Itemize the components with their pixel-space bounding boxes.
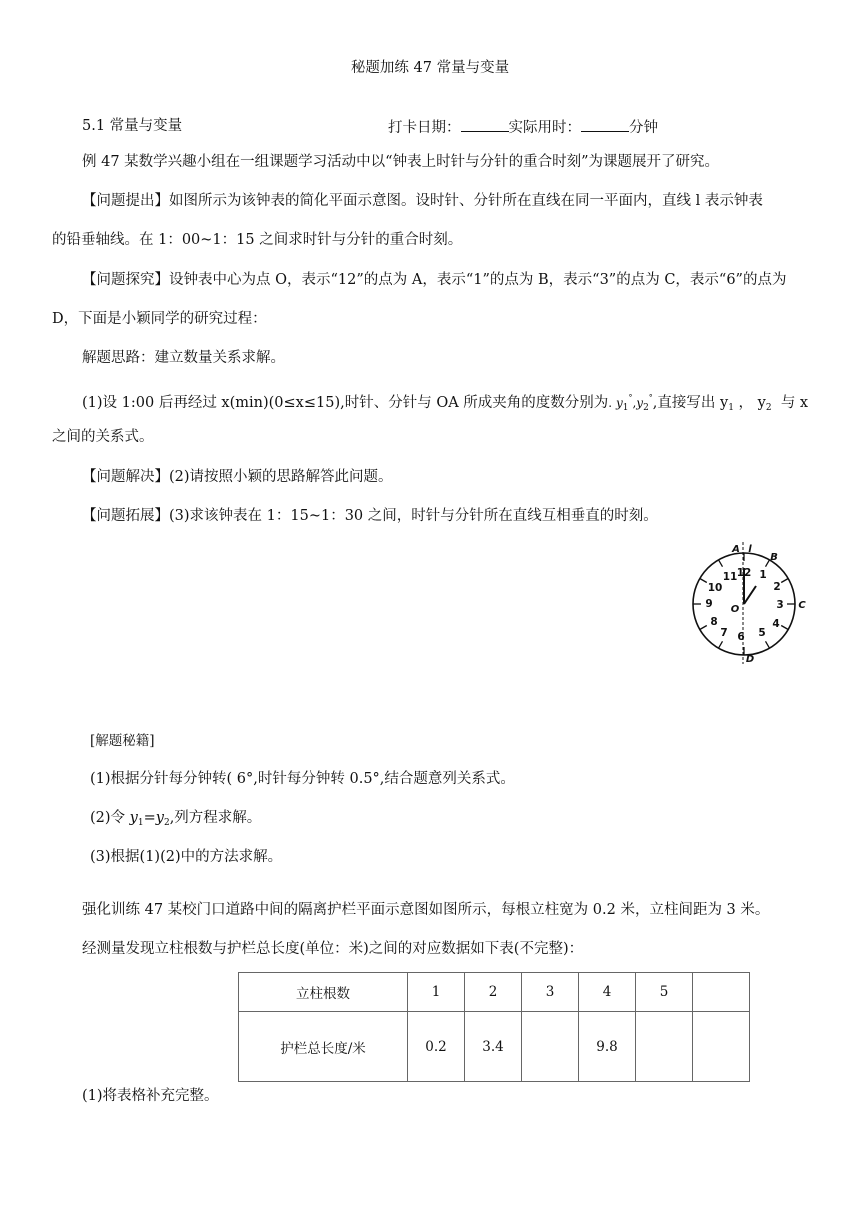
table-cell xyxy=(636,1012,693,1082)
table-header-length: 护栏总长度/米 xyxy=(239,1012,408,1082)
point-label-C: C xyxy=(798,600,806,611)
table-header-pillars: 立柱根数 xyxy=(239,973,408,1012)
table-cell: 2 xyxy=(465,973,522,1012)
training-question-1: (1)将表格补充完整。 xyxy=(82,1088,219,1104)
page-title: 秘题加练 47 常量与变量 xyxy=(350,60,510,76)
approach-line: 解题思路：建立数量关系求解。 xyxy=(82,350,285,366)
tip-1: (1)根据分针每分钟转( 6°,时针每分钟转 0.5°,结合题意列关系式。 xyxy=(90,771,515,787)
clock-diagram xyxy=(688,540,818,670)
table-cell: 4 xyxy=(579,973,636,1012)
problem-statement-line1: 【问题提出】如图所示为该钟表的简化平面示意图。设时针、分针所在直线在同一平面内，直线 l 表示钟表 xyxy=(82,193,763,209)
clock-number-2: 2 xyxy=(773,581,781,593)
table-cell: 9.8 xyxy=(579,1012,636,1082)
tip-2: (2)令 $y_1=y_2$,列方程求解。 xyxy=(90,810,262,828)
point-label-A: A xyxy=(732,544,740,555)
question-3: 【问题拓展】(3)求该钟表在 1：15~1：30 之间，时针与分针所在直线互相垂直的时刻。 xyxy=(82,508,658,524)
tips-heading: [解题秘籍] xyxy=(90,733,155,749)
checkin-label: 打卡日期： xyxy=(388,120,461,136)
point-label-D: D xyxy=(745,654,755,665)
q1-text: (1)设 1:00 后再经过 x(min)(0≤x≤15),时针、分针与 OA 所成夹角的度数分别为 xyxy=(82,395,609,411)
table-cell: 5 xyxy=(636,973,693,1012)
checkin-line xyxy=(388,116,658,138)
q1-sub2: 2 xyxy=(765,403,772,413)
question-1-line2: 之间的关系式。 xyxy=(52,429,154,445)
q1-sub1: 1 xyxy=(728,403,734,413)
table-row xyxy=(239,1012,750,1082)
q1-symbols: . $y_1^\circ,y_2^\circ$ xyxy=(608,393,653,413)
point-label-O: O xyxy=(730,604,740,615)
actual-time-label: 实际用时： xyxy=(508,120,581,136)
table-cell: 1 xyxy=(408,973,465,1012)
q1-y2: y xyxy=(757,395,766,411)
section-label: 5.1 常量与变量 xyxy=(82,118,183,134)
explore-line1: 【问题探究】设钟表中心为点 O，表示“12”的点为 A，表示“1”的点为 B，表示“3”的点为 C，表示“6”的点为 xyxy=(82,272,787,288)
clock-number-3: 3 xyxy=(776,599,784,611)
actual-time-blank xyxy=(581,116,629,132)
example-intro: 例 47 某数学兴趣小组在一组课题学习活动中以“钟表上时针与分针的重合时刻”为课题展开了研究。 xyxy=(82,154,719,170)
clock-number-10: 10 xyxy=(707,582,723,594)
table-cell xyxy=(522,1012,579,1082)
clock-number-8: 8 xyxy=(710,616,718,628)
q1-mid: ,直接写出 y xyxy=(652,395,729,411)
clock-number-11: 11 xyxy=(722,571,738,583)
training-line2: 经测量发现立柱根数与护栏总长度(单位：米)之间的对应数据如下表(不完整)： xyxy=(82,941,584,957)
explore-line2: D，下面是小颖同学的研究过程： xyxy=(52,311,267,327)
hour-hand xyxy=(744,586,756,604)
minutes-label: 分钟 xyxy=(629,120,658,136)
clock-number-4: 4 xyxy=(772,618,780,630)
clock-number-1: 1 xyxy=(759,569,767,581)
training-line1: 强化训练 47 某校门口道路中间的隔离护栏平面示意图如图所示，每根立柱宽为 0.2 米，立柱间距为 3 米。 xyxy=(82,902,770,918)
checkin-blank xyxy=(461,116,509,132)
clock-number-5: 5 xyxy=(758,627,766,639)
q1-comma: ， xyxy=(733,395,754,411)
table-cell: 3 xyxy=(522,973,579,1012)
table-cell xyxy=(693,1012,750,1082)
problem-statement-line2: 的铅垂轴线。在 1：00~1：15 之间求时针与分针的重合时刻。 xyxy=(52,232,463,248)
data-table xyxy=(238,972,750,1082)
q1-end: 与 x xyxy=(780,395,809,411)
table-cell xyxy=(693,973,750,1012)
table-cell: 3.4 xyxy=(465,1012,522,1082)
line-label-l: l xyxy=(748,544,752,555)
question-1-line1 xyxy=(82,388,808,418)
clock-number-7: 7 xyxy=(720,627,728,639)
point-label-B: B xyxy=(770,552,778,563)
table-row xyxy=(239,973,750,1012)
tip-3: (3)根据(1)(2)中的方法求解。 xyxy=(90,849,283,865)
table-cell: 0.2 xyxy=(408,1012,465,1082)
clock-number-6: 6 xyxy=(737,631,745,643)
question-2: 【问题解决】(2)请按照小颖的思路解答此问题。 xyxy=(82,469,393,485)
clock-number-9: 9 xyxy=(705,598,713,610)
clock-number-12: 12 xyxy=(736,567,752,579)
